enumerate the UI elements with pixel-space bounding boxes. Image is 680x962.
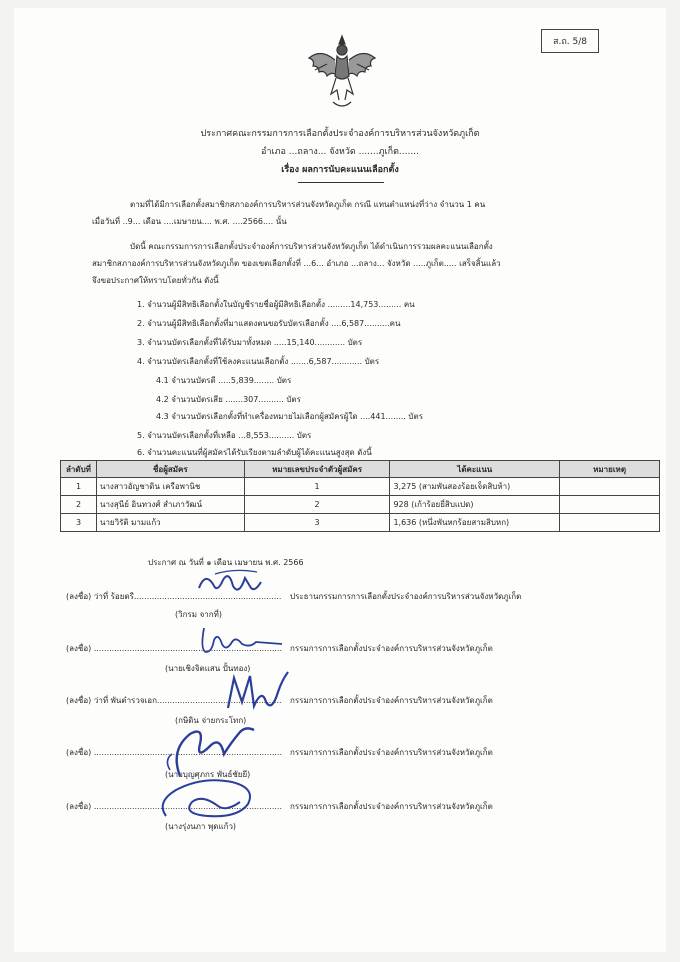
table-row <box>61 496 660 514</box>
signature-scribble-5 <box>152 772 272 824</box>
signature-line-1: (ลงชื่อ) ว่าที่ ร้อยตรี.......................................................... <box>66 592 282 601</box>
cell-name: นายวิรัติ มามแก้ว <box>96 514 244 532</box>
signature-name-2: (นายเชิงจิตแสน ปั้นทอง) <box>165 664 251 673</box>
signature-line-3: (ลงชื่อ) ว่าที่ พันตำรวจเอก................................................. <box>66 696 282 705</box>
signature-scribble-3 <box>218 668 290 720</box>
cell-number: 1 <box>244 478 390 496</box>
signature-role-4: กรรมการการเลือกตั้งประจำองค์การบริหารส่วนจังหวัดภูเก็ต <box>290 748 493 757</box>
cell-note <box>560 496 660 514</box>
item-5: 5. จำนวนบัตรเลือกตั้งที่เหลือ ...8,553.......... บัตร <box>137 431 312 440</box>
intro-p1b: เมื่อวันที่ ..9... เดือน ....เมษายน.... พ.ศ. ....2566.... นั้น <box>92 217 287 226</box>
intro-p1a: ตามที่ได้มีการเลือกตั้งสมาชิกสภาองค์การบริหารส่วนจังหวัดภูเก็ต กรณี แทนตำแหน่งที่ว่าง จำนวน 1 คน <box>130 200 486 209</box>
cell-order: 1 <box>61 478 97 496</box>
col-number: หมายเลขประจำตัวผู้สมัคร <box>244 461 390 478</box>
item-4-2: 4.2 จำนวนบัตรเสีย .......307.......... บัตร <box>156 395 301 404</box>
signature-name-4: (นายบุญศุภกร พันธ์ชัยยี) <box>165 770 251 779</box>
signature-name-5: (นางรุ่งนภา พุดแก้ว) <box>165 822 237 831</box>
table-row <box>61 478 660 496</box>
header-line1: ประกาศคณะกรรมการการเลือกตั้งประจำองค์การบริหารส่วนจังหวัดภูเก็ต <box>200 129 480 139</box>
item-6: 6. จำนวนคะแนนที่ผู้สมัครได้รับเรียงตามลำดับผู้ได้คะแนนสูงสุด ดังนี้ <box>137 448 372 457</box>
cell-name: นางสาวอัญชาดิน เครือพานิช <box>96 478 244 496</box>
signature-role-5: กรรมการการเลือกตั้งประจำองค์การบริหารส่วนจังหวัดภูเก็ต <box>290 802 493 811</box>
item-1: 1. จำนวนผู้มีสิทธิเลือกตั้งในบัญชีรายชื่อผู้มีสิทธิเลือกตั้ง .........14,753......... คน <box>137 300 415 309</box>
signature-role-1: ประธานกรรมการการเลือกตั้งประจำองค์การบริหารส่วนจังหวัดภูเก็ต <box>290 592 522 601</box>
item-2: 2. จำนวนผู้มีสิทธิเลือกตั้งที่มาแสดงตนขอรับบัตรเลือกตั้ง ....6,587..........คน <box>137 319 401 328</box>
col-note: หมายเหตุ <box>560 461 660 478</box>
signature-line-2: (ลงชื่อ) .......................................................................... <box>66 644 283 653</box>
cell-note <box>560 514 660 532</box>
intro-p2c: จึงขอประกาศให้ทราบโดยทั่วกัน ดังนี้ <box>92 276 219 285</box>
cell-votes: 3,275 (สามพันสองร้อยเจ็ดสิบห้า) <box>390 478 560 496</box>
cell-votes: 928 (เก้าร้อยยี่สิบแปด) <box>390 496 560 514</box>
item-4: 4. จำนวนบัตรเลือกตั้งที่ใช้ลงคะแนนเลือกตั้ง .......6,587............ บัตร <box>137 357 380 366</box>
announce-date: ประกาศ ณ วันที่ ๑ เดือน เมษายน พ.ศ. 2566 <box>148 558 304 567</box>
signature-scribble-2 <box>196 622 286 658</box>
item-3: 3. จำนวนบัตรเลือกตั้งที่ได้รับมาทั้งหมด .....15,140............ บัตร <box>137 338 363 347</box>
intro-p2a: บัดนี้ คณะกรรมการการเลือกตั้งประจำองค์การบริหารส่วนจังหวัดภูเก็ต ได้ดำเนินการรวมผลคะแนนเลือกตั้ง <box>130 242 493 251</box>
cell-note <box>560 478 660 496</box>
intro-p2b: สมาชิกสภาองค์การบริหารส่วนจังหวัดภูเก็ต ของเขตเลือกตั้งที่ ...6... อำเภอ ...ถลาง... จังหวัด .....ภูเก็ต..... เสร็จสิ้นแล้ว <box>92 259 501 268</box>
header-subject: เรื่อง ผลการนับคะแนนเลือกตั้ง <box>281 165 399 175</box>
col-name: ชื่อผู้สมัคร <box>96 461 244 478</box>
cell-name: นางสุนีย์ อินทวงศ์ สำเภาวัฒน์ <box>96 496 244 514</box>
col-order: ลำดับที่ <box>61 461 97 478</box>
signature-line-4: (ลงชื่อ) .......................................................................... <box>66 748 283 757</box>
signature-name-1: (วิกรม จากที่) <box>175 610 222 619</box>
cell-order: 2 <box>61 496 97 514</box>
header-line2: อำเภอ ...ถลาง... จังหวัด .......ภูเก็ต....... <box>261 147 419 157</box>
signature-scribble-1 <box>195 566 265 602</box>
header-divider <box>298 182 384 183</box>
signature-line-5: (ลงชื่อ) .......................................................................... <box>66 802 283 811</box>
results-table <box>60 460 660 532</box>
cell-order: 3 <box>61 514 97 532</box>
cell-number: 2 <box>244 496 390 514</box>
cell-votes: 1,636 (หนึ่งพันหกร้อยสามสิบหก) <box>390 514 560 532</box>
col-votes: ได้คะแนน <box>390 461 560 478</box>
item-4-1: 4.1 จำนวนบัตรดี .....5,839........ บัตร <box>156 376 292 385</box>
cell-number: 3 <box>244 514 390 532</box>
signature-name-3: (กษิดิน จ่ายกระโทก) <box>175 716 247 725</box>
item-4-3: 4.3 จำนวนบัตรเลือกตั้งที่ทำเครื่องหมายไม่เลือกผู้สมัครผู้ใด ....441........ บัตร <box>156 412 423 421</box>
signature-role-3: กรรมการการเลือกตั้งประจำองค์การบริหารส่วนจังหวัดภูเก็ต <box>290 696 493 705</box>
form-code-box: ส.ถ. 5/8 <box>541 29 599 53</box>
garuda-emblem <box>303 30 381 116</box>
table-row <box>61 514 660 532</box>
table-header-row <box>61 461 660 478</box>
signature-role-2: กรรมการการเลือกตั้งประจำองค์การบริหารส่วนจังหวัดภูเก็ต <box>290 644 493 653</box>
signature-scribble-4 <box>150 720 260 780</box>
